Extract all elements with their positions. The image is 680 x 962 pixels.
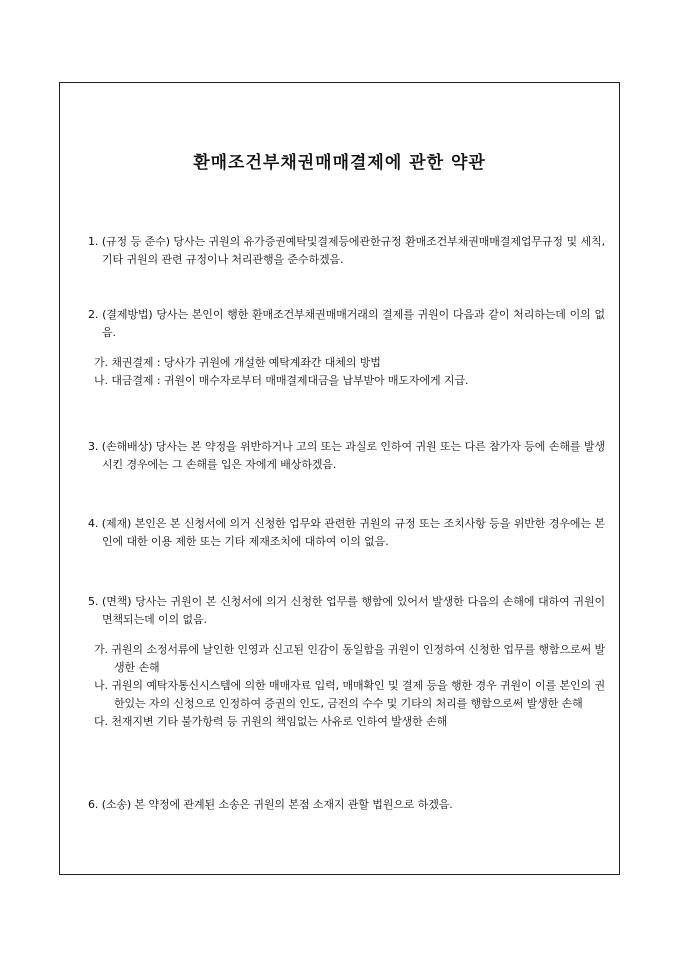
document-frame: [59, 82, 620, 875]
clause-3: [88, 438, 605, 474]
clause-5-sub-list: [88, 641, 605, 731]
clause-5-text: 5. (면책) 당사는 귀원이 본 신청서에 의거 신청한 업무를 행함에 있어서 발생한 다음의 손해에 대하여 귀원이 면책되는데 이의 없음.: [88, 595, 605, 626]
clause-2-sub-list: [88, 354, 605, 390]
clause-2-text: 2. (결제방법) 당사는 본인이 행한 환매조건부채권매매거래의 결제를 귀원이 다음과 같이 처리하는데 이의 없음.: [88, 308, 605, 339]
clause-3-text: 3. (손해배상) 당사는 본 약정을 위반하거나 고의 또는 과실로 인하여 귀원 또는 다른 참가자 등에 손해를 발생시킨 경우에는 그 손해를 입은 자에게 배상하겠음.: [88, 440, 605, 471]
clause-5-item-da: 다. 천재지변 기타 불가항력 등 귀원의 책임없는 사유로 인하여 발생한 손해: [94, 715, 448, 728]
clause-4-text: 4. (제재) 본인은 본 신청서에 의거 신청한 업무와 관련한 귀원의 규정 또는 조치사항 등을 위반한 경우에는 본인에 대한 이용 제한 또는 기타 제재조치에 대하여 이의 없음.: [88, 517, 605, 548]
clause-1-text: 1. (규정 등 준수) 당사는 귀원의 유가증권예탁및결제등에관한규정 환매조건부채권매매결제업무규정 및 세칙, 기타 귀원의 관련 규정이나 처리관행을 준수하겠음.: [88, 235, 605, 266]
clause-1: [88, 233, 605, 269]
clause-2-item-ga: 가. 채권결제 : 당사가 귀원에 개설한 예탁계좌간 대체의 방법: [94, 356, 381, 369]
clause-5-item-ga: 가. 귀원의 소정서류에 날인한 인영과 신고된 인감이 동일함을 귀원이 인정하여 신청한 업무를 행함으로써 발생한 손해: [94, 643, 605, 674]
clause-5-item-na: 나. 귀원의 예탁자통신시스템에 의한 매매자료 입력, 매매확인 및 결제 등을 행한 경우 귀원이 이를 본인의 권한있는 자의 신청으로 인정하여 증권의 인도, 금전의 수수 및 기타의 처리를 행함으로써 발생한 손해: [94, 679, 605, 710]
clause-5: [88, 593, 605, 731]
clause-6: [88, 796, 605, 814]
clause-2: [88, 306, 605, 390]
clause-6-text: 6. (소송) 본 약정에 관계된 소송은 귀원의 본점 소재지 관할 법원으로 하겠음.: [88, 798, 453, 811]
clause-4: [88, 515, 605, 551]
document-title: 환매조건부채권매매결제에 관한 약관: [193, 153, 486, 173]
clause-2-item-na: 나. 대금결제 : 귀원이 매수자로부터 매매결제대금을 납부받아 매도자에게 지급.: [94, 374, 469, 387]
